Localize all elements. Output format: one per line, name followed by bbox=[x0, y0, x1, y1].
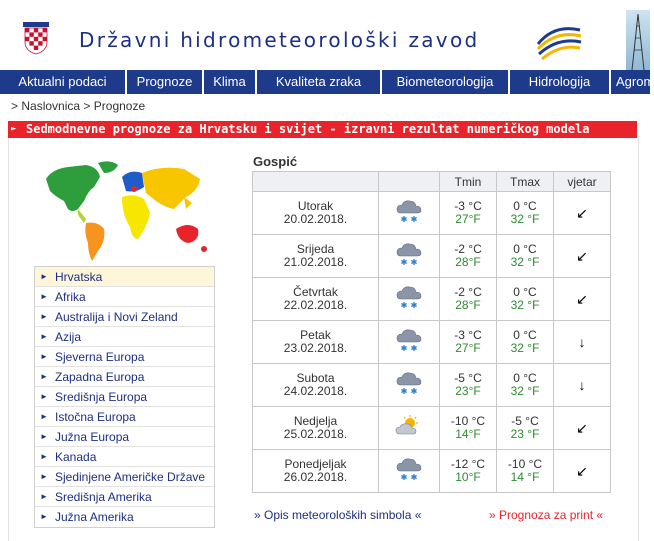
tmin-cell bbox=[440, 407, 497, 450]
header-day bbox=[253, 172, 379, 192]
tmin-celsius: -2 °C bbox=[454, 285, 482, 299]
region-label: Azija bbox=[55, 330, 82, 344]
wind-arrow-icon: ↙ bbox=[576, 204, 588, 221]
snow-cloud-icon bbox=[379, 235, 440, 278]
table-row bbox=[253, 192, 611, 235]
arrow-right-icon: ► bbox=[40, 332, 48, 341]
tmax-celsius: 0 °C bbox=[513, 328, 537, 342]
region-label: Kanada bbox=[55, 450, 97, 464]
dhmz-logo-icon[interactable] bbox=[534, 16, 584, 66]
tmin-celsius: -2 °C bbox=[454, 242, 482, 256]
region-item-istocna-europa[interactable] bbox=[35, 407, 214, 427]
nav-item-hidrologija[interactable]: Hidrologija bbox=[510, 70, 609, 94]
wind-arrow-icon: ↙ bbox=[576, 290, 588, 307]
wind-arrow-icon: ↓ bbox=[578, 334, 586, 350]
tmin-cell bbox=[440, 364, 497, 407]
arrow-right-icon: ► bbox=[40, 292, 48, 301]
region-list bbox=[34, 266, 215, 528]
day-date: 23.02.2018. bbox=[283, 341, 348, 355]
section-banner bbox=[8, 121, 637, 138]
region-item-afrika[interactable] bbox=[35, 287, 214, 307]
region-label: Sjeverna Europa bbox=[55, 350, 145, 364]
wind-cell bbox=[554, 235, 611, 278]
snow-cloud-icon bbox=[379, 192, 440, 235]
city-title: Gospić bbox=[253, 154, 298, 169]
wind-arrow-icon: ↙ bbox=[576, 419, 588, 436]
tmin-cell bbox=[440, 192, 497, 235]
day-name: Nedjelja bbox=[293, 414, 338, 428]
region-item-sjeverna-europa[interactable] bbox=[35, 347, 214, 367]
wind-cell bbox=[554, 321, 611, 364]
tmax-cell bbox=[497, 407, 554, 450]
snow-cloud-icon bbox=[379, 321, 440, 364]
main-nav bbox=[0, 70, 654, 94]
tmax-fahrenheit: 32 °F bbox=[510, 341, 540, 355]
arrow-right-icon: ► bbox=[40, 372, 48, 381]
region-item-sredisnja-europa[interactable] bbox=[35, 387, 214, 407]
sun-cloud-icon bbox=[379, 407, 440, 450]
table-row bbox=[253, 321, 611, 364]
arrow-right-icon: ► bbox=[40, 392, 48, 401]
region-item-sredisnja-amerika[interactable] bbox=[35, 487, 214, 507]
table-row bbox=[253, 364, 611, 407]
tmin-celsius: -5 °C bbox=[454, 371, 482, 385]
arrow-right-icon: ► bbox=[40, 432, 48, 441]
tmax-celsius: 0 °C bbox=[513, 199, 537, 213]
day-cell bbox=[253, 364, 379, 407]
region-label: Afrika bbox=[55, 290, 86, 304]
banner-title: Sedmodnevne prognoze za Hrvatsku i svijet - izravni rezultat numeričkog modela bbox=[26, 122, 590, 136]
header-icon bbox=[379, 172, 440, 192]
day-cell bbox=[253, 450, 379, 493]
tmax-cell bbox=[497, 235, 554, 278]
day-date: 24.02.2018. bbox=[283, 384, 348, 398]
region-label: Zapadna Europa bbox=[55, 370, 145, 384]
day-date: 22.02.2018. bbox=[283, 298, 348, 312]
header-tmax: Tmax bbox=[497, 172, 554, 192]
arrow-right-icon: ► bbox=[40, 472, 48, 481]
wind-arrow-icon: ↙ bbox=[576, 247, 588, 264]
snow-cloud-icon bbox=[379, 278, 440, 321]
tmax-fahrenheit: 32 °F bbox=[510, 298, 540, 312]
day-cell bbox=[253, 235, 379, 278]
day-name: Petak bbox=[300, 328, 331, 342]
tmax-fahrenheit: 32 °F bbox=[510, 384, 540, 398]
tmin-fahrenheit: 28°F bbox=[455, 255, 481, 269]
tmin-fahrenheit: 28°F bbox=[455, 298, 481, 312]
tmax-celsius: 0 °C bbox=[513, 285, 537, 299]
arrow-right-icon: ► bbox=[40, 412, 48, 421]
banner-arrow-icon: ► bbox=[11, 124, 17, 134]
tmax-cell bbox=[497, 364, 554, 407]
day-cell bbox=[253, 321, 379, 364]
day-name: Subota bbox=[296, 371, 335, 385]
day-cell bbox=[253, 192, 379, 235]
region-item-hrvatska[interactable] bbox=[35, 267, 214, 287]
arrow-right-icon: ► bbox=[40, 512, 48, 521]
forecast-table bbox=[252, 171, 611, 493]
tmax-fahrenheit: 32 °F bbox=[510, 255, 540, 269]
breadcrumb bbox=[11, 99, 145, 113]
wind-cell bbox=[554, 192, 611, 235]
region-label: Istočna Europa bbox=[55, 410, 136, 424]
table-row bbox=[253, 407, 611, 450]
croatia-coat-of-arms-icon[interactable] bbox=[23, 22, 49, 55]
arrow-right-icon: ► bbox=[40, 352, 48, 361]
tmin-fahrenheit: 14°F bbox=[455, 427, 481, 441]
tmax-celsius: -10 °C bbox=[507, 457, 543, 471]
nav-item-kvaliteta-zraka[interactable]: Kvaliteta zraka bbox=[257, 70, 380, 94]
snow-cloud-icon bbox=[379, 364, 440, 407]
tmin-fahrenheit: 27°F bbox=[455, 212, 481, 226]
region-item-sad[interactable] bbox=[35, 467, 214, 487]
day-name: Ponedjeljak bbox=[284, 457, 347, 471]
tmin-cell bbox=[440, 321, 497, 364]
tmin-fahrenheit: 27°F bbox=[455, 341, 481, 355]
breadcrumb-separator: > bbox=[83, 99, 91, 113]
tmin-celsius: -3 °C bbox=[454, 328, 482, 342]
wind-cell bbox=[554, 364, 611, 407]
nav-item-aktualni-podaci[interactable]: Aktualni podaci bbox=[0, 70, 125, 94]
site-title[interactable]: Državni hidrometeorološki zavod bbox=[79, 28, 480, 52]
print-forecast-link[interactable]: » Prognoza za print « bbox=[489, 508, 604, 522]
table-row bbox=[253, 278, 611, 321]
site-header bbox=[0, 0, 650, 68]
world-map[interactable] bbox=[34, 157, 213, 265]
tmax-celsius: 0 °C bbox=[513, 242, 537, 256]
tmin-celsius: -12 °C bbox=[450, 457, 486, 471]
header-photo bbox=[626, 10, 650, 70]
day-date: 21.02.2018. bbox=[283, 255, 348, 269]
tmin-cell bbox=[440, 235, 497, 278]
nav-item-klima[interactable]: Klima bbox=[204, 70, 255, 94]
tmax-cell bbox=[497, 450, 554, 493]
tmin-cell bbox=[440, 450, 497, 493]
tmax-fahrenheit: 32 °F bbox=[510, 212, 540, 226]
day-date: 20.02.2018. bbox=[283, 212, 348, 226]
arrow-right-icon: ► bbox=[40, 452, 48, 461]
table-row bbox=[253, 235, 611, 278]
snow-cloud-icon bbox=[379, 450, 440, 493]
table-row bbox=[253, 450, 611, 493]
tmax-cell bbox=[497, 278, 554, 321]
day-cell bbox=[253, 278, 379, 321]
header-wind: vjetar bbox=[554, 172, 611, 192]
tmin-fahrenheit: 23°F bbox=[455, 384, 481, 398]
wind-cell bbox=[554, 407, 611, 450]
day-name: Četvrtak bbox=[293, 285, 338, 299]
wind-arrow-icon: ↓ bbox=[578, 377, 586, 393]
tmax-fahrenheit: 23 °F bbox=[510, 427, 540, 441]
breadcrumb-current[interactable]: Prognoze bbox=[93, 99, 146, 113]
region-label: Središnja Amerika bbox=[55, 490, 152, 504]
tmax-fahrenheit: 14 °F bbox=[510, 470, 540, 484]
tmin-celsius: -3 °C bbox=[454, 199, 482, 213]
region-label: Australija i Novi Zeland bbox=[55, 310, 178, 324]
nav-item-agrometeorologija[interactable]: Agrom bbox=[611, 70, 650, 94]
day-name: Srijeda bbox=[296, 242, 335, 256]
region-label: Sjedinjene Američke Države bbox=[55, 470, 206, 484]
region-item-australija[interactable] bbox=[35, 307, 214, 327]
region-item-juzna-europa[interactable] bbox=[35, 427, 214, 447]
header-tmin: Tmin bbox=[440, 172, 497, 192]
tmax-cell bbox=[497, 321, 554, 364]
tmax-celsius: -5 °C bbox=[511, 414, 539, 428]
day-name: Utorak bbox=[297, 199, 334, 213]
region-item-zapadna-europa[interactable] bbox=[35, 367, 214, 387]
nav-item-biometeorologija[interactable]: Biometeorologija bbox=[382, 70, 508, 94]
day-date: 26.02.2018. bbox=[283, 470, 348, 484]
symbols-description-link[interactable]: » Opis meteoroloških simbola « bbox=[254, 508, 422, 522]
arrow-right-icon: ► bbox=[40, 492, 48, 501]
day-cell bbox=[253, 407, 379, 450]
tmin-celsius: -10 °C bbox=[450, 414, 486, 428]
breadcrumb-home[interactable]: Naslovnica bbox=[21, 99, 81, 113]
tmax-celsius: 0 °C bbox=[513, 371, 537, 385]
arrow-right-icon: ► bbox=[40, 272, 48, 281]
tmin-fahrenheit: 10°F bbox=[455, 470, 481, 484]
arrow-right-icon: ► bbox=[40, 312, 48, 321]
region-item-azija[interactable] bbox=[35, 327, 214, 347]
region-label: Hrvatska bbox=[55, 270, 103, 284]
table-header-row bbox=[253, 172, 611, 192]
region-label: Središnja Europa bbox=[55, 390, 148, 404]
region-item-kanada[interactable] bbox=[35, 447, 214, 467]
region-label: Južna Europa bbox=[55, 430, 130, 444]
region-label: Južna Amerika bbox=[55, 510, 134, 524]
wind-arrow-icon: ↙ bbox=[576, 462, 588, 479]
breadcrumb-prefix: > bbox=[11, 99, 19, 113]
tmax-cell bbox=[497, 192, 554, 235]
tmin-cell bbox=[440, 278, 497, 321]
nav-item-prognoze[interactable]: Prognoze bbox=[127, 70, 202, 94]
wind-cell bbox=[554, 278, 611, 321]
region-item-juzna-amerika[interactable] bbox=[35, 507, 214, 527]
wind-cell bbox=[554, 450, 611, 493]
day-date: 25.02.2018. bbox=[283, 427, 348, 441]
